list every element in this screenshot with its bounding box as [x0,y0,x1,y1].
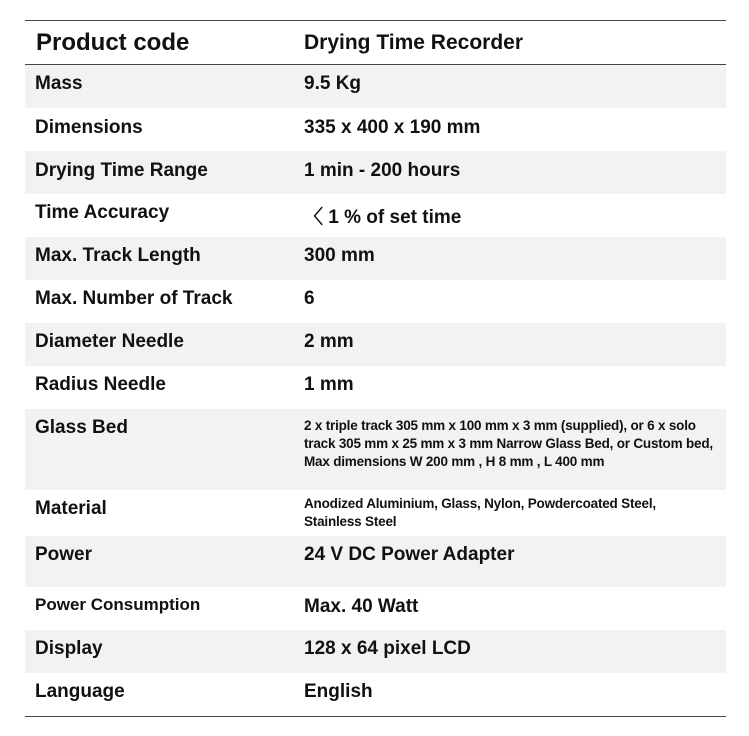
row-value: Anodized Aluminium, Glass, Nylon, Powdercoated Steel, Stainless Steel [304,496,656,529]
row-value: 24 V DC Power Adapter [304,544,515,565]
row-value: English [304,681,373,702]
row-value: 1 min - 200 hours [304,160,461,181]
table-row [25,237,726,280]
table-row [25,536,726,587]
row-key: Display [35,638,103,659]
row-key: Max. Track Length [35,245,201,266]
table-row [25,280,726,323]
row-key: Material [35,498,107,519]
table-row [25,366,726,409]
row-key: Dimensions [35,117,143,138]
table-row [25,587,726,630]
header-value: Drying Time Recorder [304,30,524,54]
table-row [25,108,726,151]
row-value: 6 [304,288,315,309]
row-key: Drying Time Range [35,160,208,181]
table-row [25,194,726,237]
row-value: Max. 40 Watt [304,596,419,617]
table-row [25,409,726,490]
row-key: Language [35,681,125,702]
row-key: Mass [35,73,83,94]
row-value: 9.5 Kg [304,73,362,94]
row-value: 〈 1 % of set time [304,207,462,228]
row-value: 1 mm [304,374,354,395]
table-row [25,65,726,108]
table-row [25,151,726,194]
row-key: Power [35,544,93,565]
row-key: Glass Bed [35,417,128,438]
table-header [25,21,726,65]
row-key: Radius Needle [35,374,166,395]
header-key: Product code [36,28,190,56]
row-value: 300 mm [304,245,375,266]
row-value: 335 x 400 x 190 mm [304,117,481,138]
row-key: Max. Number of Track [35,288,233,309]
row-value: 2 mm [304,331,354,352]
row-key: Diameter Needle [35,331,184,352]
row-value: 128 x 64 pixel LCD [304,638,471,659]
row-key: Time Accuracy [35,202,170,223]
table-row [25,673,726,716]
row-value: 2 x triple track 305 mm x 100 mm x 3 mm (supplied), or 6 x solo track 305 mm x 25 mm x 3 mm Narrow Glass Bed, or Custom bed, Max dimensions W 200 mm , H 8 mm , L 400 mm [304,418,713,469]
table-row [25,630,726,673]
spec-table [25,20,726,717]
row-key: Power Consumption [35,595,201,614]
table-row [25,323,726,366]
bottom-rule [25,716,726,717]
table-row [25,490,726,536]
